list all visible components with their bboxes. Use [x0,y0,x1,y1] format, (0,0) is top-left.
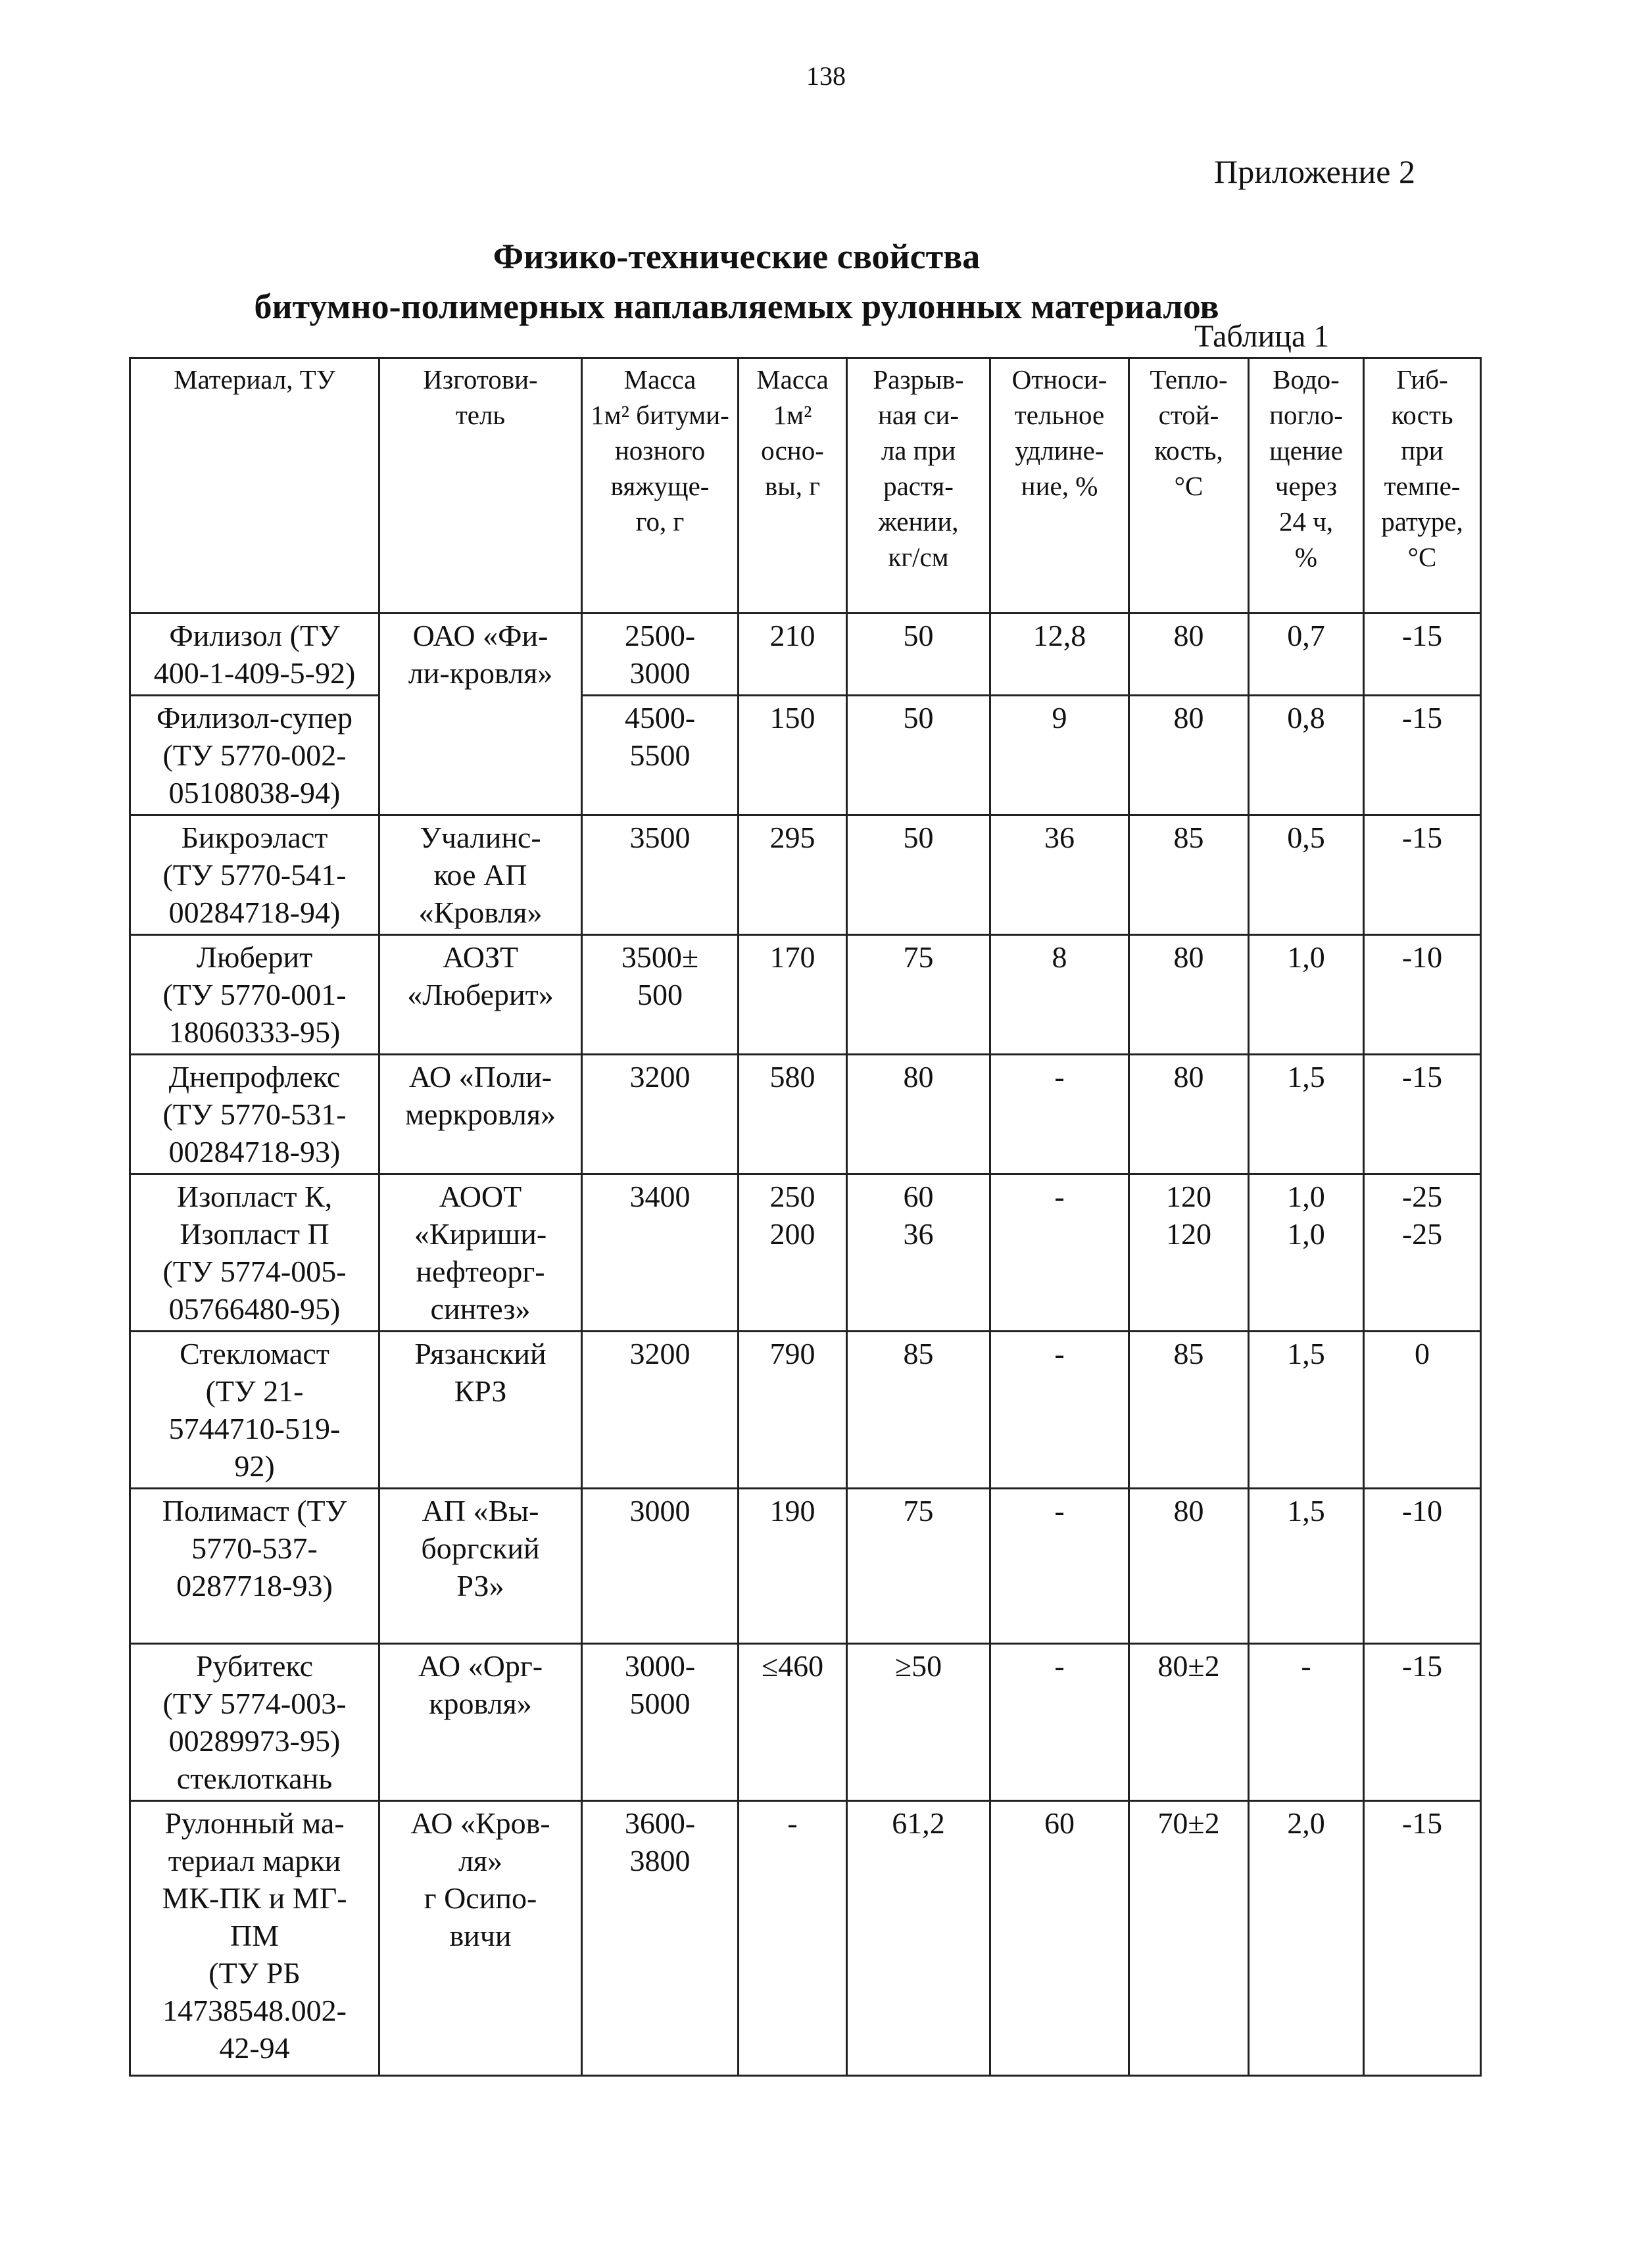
cell-maker: Учалинс- кое АП «Кровля» [379,815,582,935]
cell-flex: 0 [1364,1332,1481,1489]
cell-elongation: 8 [990,935,1129,1055]
cell-base: 170 [739,935,847,1055]
header-water-absorption: Водо- погло- щение через 24 ч, % [1249,358,1364,614]
cell-strength: 50 [847,696,990,815]
header-heat-resistance: Тепло- стой- кость, °С [1129,358,1249,614]
header-binder-mass: Масса 1м² битуми- нозного вяжуще- го, г [582,358,739,614]
cell-heat: 85 [1129,1332,1249,1489]
cell-material: Люберит (ТУ 5770-001- 18060333-95) [130,935,379,1055]
cell-base: 580 [739,1055,847,1174]
cell-water: 1,5 [1249,1489,1364,1644]
cell-binder: 3600- 3800 [582,1801,739,2076]
table-row [130,1489,1481,1644]
header-base-mass: Масса 1м² осно- вы, г [739,358,847,614]
cell-heat: 80 [1129,614,1249,696]
page-number: 138 [806,61,846,91]
table-row [130,1332,1481,1489]
cell-binder: 3500 [582,815,739,935]
table-row [130,1055,1481,1174]
cell-flex: -10 [1364,1489,1481,1644]
cell-elongation: 36 [990,815,1129,935]
cell-material: Рулонный ма- териал марки МК-ПК и МГ- ПМ (ТУ РБ 14738548.002- 42-94 [130,1801,379,2076]
table-header-row [130,358,1481,614]
cell-maker: АООТ «Кириши- нефтеорг- синтез» [379,1174,582,1332]
cell-base: 790 [739,1332,847,1489]
cell-heat: 70±2 [1129,1801,1249,2076]
cell-water: 1,5 [1249,1332,1364,1489]
table-row [130,696,1481,815]
cell-material: Бикроэласт (ТУ 5770-541- 00284718-94) [130,815,379,935]
cell-water: - [1249,1644,1364,1801]
cell-strength: 50 [847,614,990,696]
cell-material: Стекломаст (ТУ 21- 5744710-519- 92) [130,1332,379,1489]
cell-strength: ≥50 [847,1644,990,1801]
cell-flex: -15 [1364,1055,1481,1174]
table-row [130,935,1481,1055]
properties-table [129,357,1482,2077]
header-material: Материал, ТУ [130,358,379,614]
table-row [130,1644,1481,1801]
cell-water: 0,8 [1249,696,1364,815]
cell-maker: Рязанский КРЗ [379,1332,582,1489]
document-title [132,231,1342,331]
cell-elongation: - [990,1055,1129,1174]
cell-maker: АОЗТ «Люберит» [379,935,582,1055]
cell-heat: 80 [1129,1489,1249,1644]
cell-material: Полимаст (ТУ 5770-537- 0287718-93) [130,1489,379,1644]
cell-heat: 80 [1129,935,1249,1055]
table-row [130,1174,1481,1332]
title-line-2: битумно-полимерных наплавляемых рулонных материалов [254,287,1219,326]
cell-elongation: - [990,1489,1129,1644]
cell-heat: 85 [1129,815,1249,935]
appendix-label: Приложение 2 [1214,153,1415,190]
cell-maker: ОАО «Фи- ли-кровля» [379,614,582,815]
table-row [130,614,1481,696]
cell-strength: 75 [847,1489,990,1644]
cell-maker: АП «Вы- боргский РЗ» [379,1489,582,1644]
header-flexibility: Гиб- кость при темпе- ратуре, °С [1364,358,1481,614]
cell-material: Филизол-супер (ТУ 5770-002- 05108038-94) [130,696,379,815]
cell-heat: 80 [1129,1055,1249,1174]
cell-water: 2,0 [1249,1801,1364,2076]
cell-elongation: - [990,1332,1129,1489]
header-maker: Изготови- тель [379,358,582,614]
cell-maker: АО «Кров- ля» г Осипо- вичи [379,1801,582,2076]
cell-water: 0,5 [1249,815,1364,935]
cell-flex: -10 [1364,935,1481,1055]
cell-flex: -15 [1364,815,1481,935]
table-row [130,815,1481,935]
cell-flex: -25 -25 [1364,1174,1481,1332]
cell-binder: 2500- 3000 [582,614,739,696]
cell-elongation: - [990,1174,1129,1332]
cell-base: 295 [739,815,847,935]
cell-material: Изопласт К, Изопласт П (ТУ 5774-005- 05766480-95) [130,1174,379,1332]
cell-maker: АО «Орг- кровля» [379,1644,582,1801]
cell-maker: АО «Поли- меркровля» [379,1055,582,1174]
cell-water: 1,0 1,0 [1249,1174,1364,1332]
cell-base: 250 200 [739,1174,847,1332]
cell-flex: -15 [1364,1644,1481,1801]
cell-material: Филизол (ТУ 400-1-409-5-92) [130,614,379,696]
cell-base: 150 [739,696,847,815]
cell-strength: 80 [847,1055,990,1174]
title-line-1: Физико-технические свойства [493,237,981,276]
cell-elongation: 60 [990,1801,1129,2076]
cell-flex: -15 [1364,614,1481,696]
cell-binder: 3500± 500 [582,935,739,1055]
cell-base: - [739,1801,847,2076]
cell-strength: 85 [847,1332,990,1489]
cell-elongation: 12,8 [990,614,1129,696]
table-caption: Таблица 1 [1194,319,1330,354]
cell-water: 1,5 [1249,1055,1364,1174]
cell-strength: 61,2 [847,1801,990,2076]
cell-heat: 80 [1129,696,1249,815]
cell-binder: 3200 [582,1055,739,1174]
cell-strength: 50 [847,815,990,935]
cell-base: 210 [739,614,847,696]
cell-material: Рубитекс (ТУ 5774-003- 00289973-95) стеклоткань [130,1644,379,1801]
cell-strength: 75 [847,935,990,1055]
cell-flex: -15 [1364,696,1481,815]
header-elongation: Относи- тельное удлине- ние, % [990,358,1129,614]
cell-elongation: - [990,1644,1129,1801]
header-tensile-strength: Разрыв- ная си- ла при растя- жении, кг/см [847,358,990,614]
cell-heat: 80±2 [1129,1644,1249,1801]
cell-strength: 60 36 [847,1174,990,1332]
cell-binder: 3400 [582,1174,739,1332]
cell-base: ≤460 [739,1644,847,1801]
cell-water: 1,0 [1249,935,1364,1055]
cell-binder: 3000- 5000 [582,1644,739,1801]
cell-water: 0,7 [1249,614,1364,696]
cell-flex: -15 [1364,1801,1481,2076]
table-row [130,1801,1481,2076]
cell-elongation: 9 [990,696,1129,815]
cell-binder: 4500- 5500 [582,696,739,815]
cell-material: Днепрофлекс (ТУ 5770-531- 00284718-93) [130,1055,379,1174]
cell-binder: 3000 [582,1489,739,1644]
cell-binder: 3200 [582,1332,739,1489]
cell-base: 190 [739,1489,847,1644]
cell-heat: 120 120 [1129,1174,1249,1332]
